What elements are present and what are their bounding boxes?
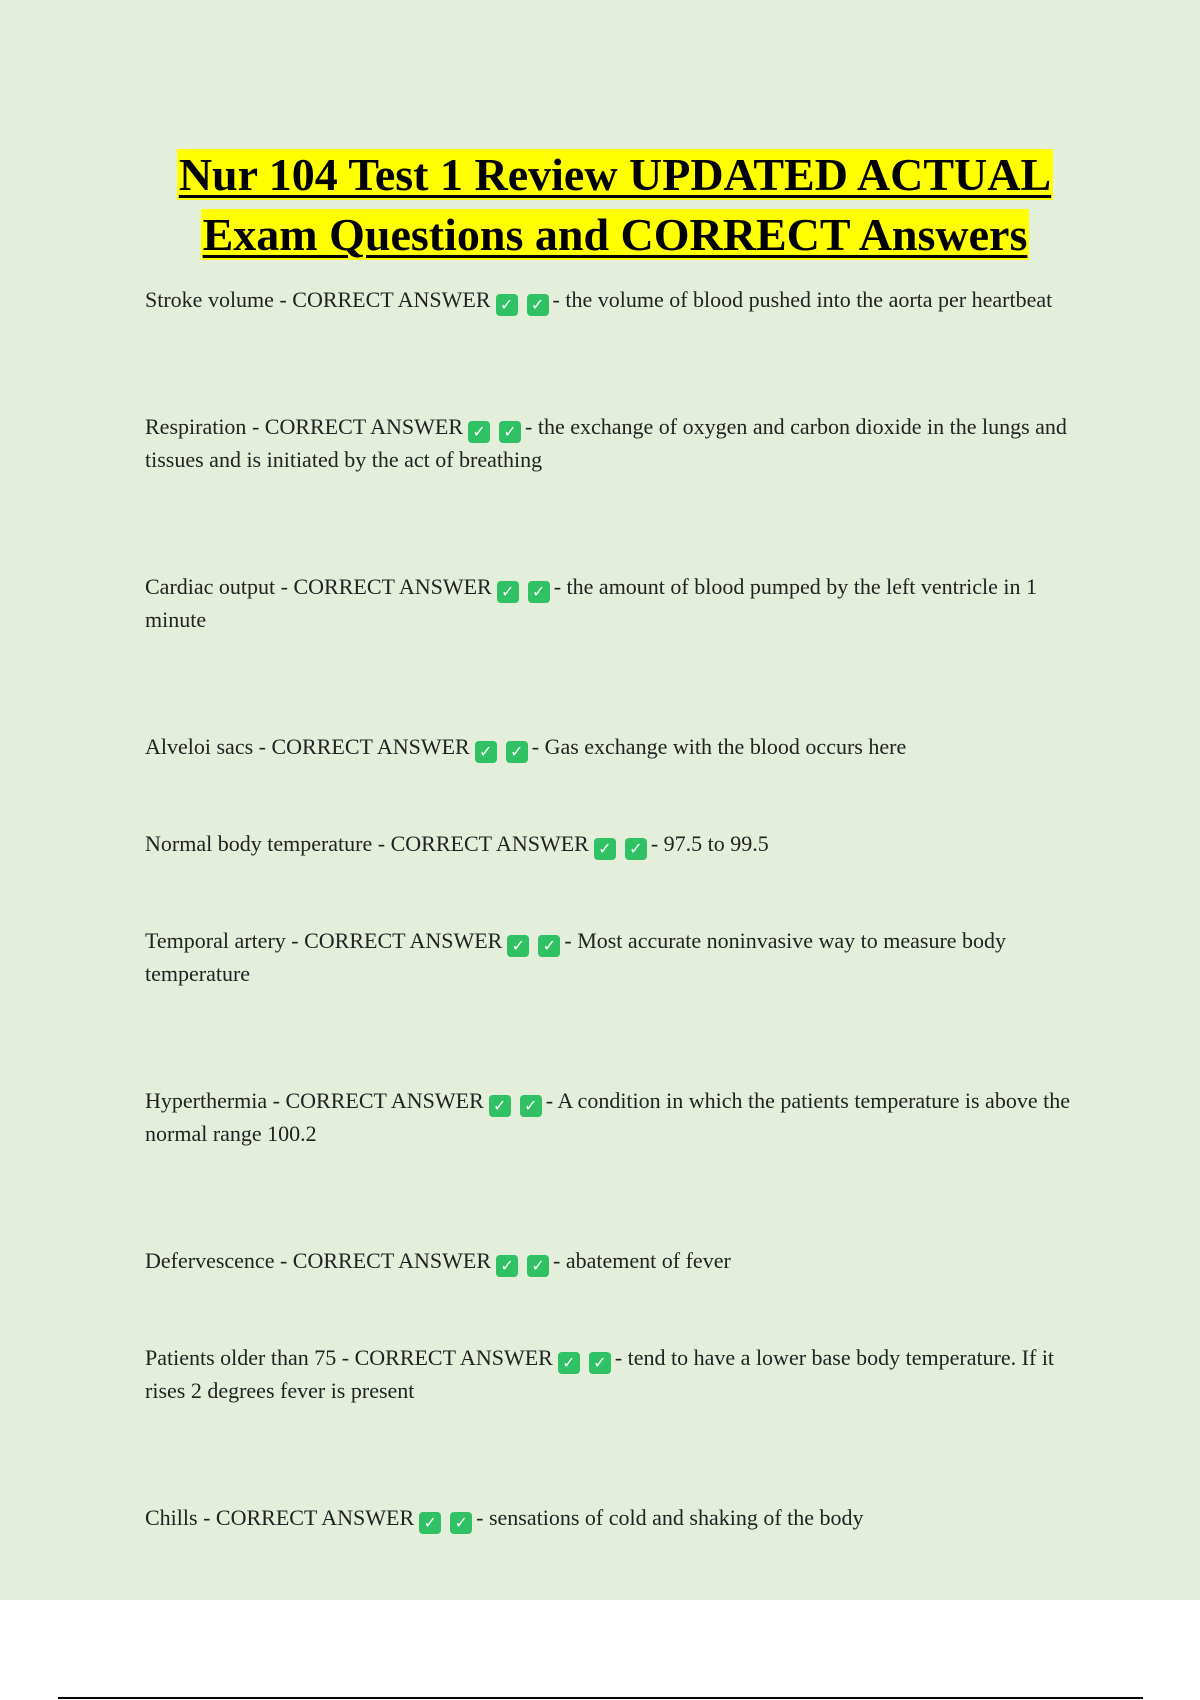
footer-divider xyxy=(58,1697,1143,1699)
check-mark-icon: ✓ xyxy=(625,838,647,860)
check-mark-icon: ✓ xyxy=(499,421,521,443)
check-mark-icon: ✓ xyxy=(527,294,549,316)
qa-item: Normal body temperature - CORRECT ANSWER ✓ ✓ - 97.5 to 99.5 xyxy=(145,831,769,858)
qa-answer: the amount of blood pumped by the left ventricle in 1 minute xyxy=(145,574,1037,632)
qa-item: Temporal artery - CORRECT ANSWER ✓ ✓ - Most accurate noninvasive way to measure body temperature xyxy=(145,928,1007,986)
correct-answer-label: CORRECT ANSWER xyxy=(292,1248,492,1273)
check-mark-icon: ✓ xyxy=(489,1095,511,1117)
check-mark-icon: ✓ xyxy=(558,1352,580,1374)
qa-item: Hyperthermia - CORRECT ANSWER ✓ ✓ - A condition in which the patients temperature is above the normal range 100.2 xyxy=(145,1088,1070,1146)
qa-item: Cardiac output - CORRECT ANSWER ✓ ✓ - the amount of blood pumped by the left ventricle in 1 minute xyxy=(145,574,1037,632)
correct-answer-label: CORRECT ANSWER xyxy=(304,928,503,953)
check-mark-icon: ✓ xyxy=(468,421,490,443)
qa-term: Hyperthermia xyxy=(145,1088,268,1113)
qa-answer: Most accurate noninvasive way to measure body temperature xyxy=(145,928,1007,986)
check-mark-icon: ✓ xyxy=(496,1255,518,1277)
qa-term: Chills xyxy=(145,1505,198,1530)
check-mark-icon: ✓ xyxy=(507,935,529,957)
qa-item: Chills - CORRECT ANSWER ✓ ✓ - sensations of cold and shaking of the body xyxy=(145,1505,864,1532)
check-mark-icon: ✓ xyxy=(538,935,560,957)
check-mark-icon: ✓ xyxy=(528,581,550,603)
qa-term: Normal body temperature xyxy=(145,831,373,856)
qa-term: Cardiac output xyxy=(145,574,276,599)
correct-answer-label: CORRECT ANSWER xyxy=(292,287,491,312)
qa-answer: Gas exchange with the blood occurs here xyxy=(544,734,907,759)
check-mark-icon: ✓ xyxy=(506,741,528,763)
qa-term: Respiration xyxy=(145,414,247,439)
qa-term: Temporal artery xyxy=(145,928,286,953)
qa-term: Alveloi sacs xyxy=(145,734,254,759)
check-mark-icon: ✓ xyxy=(475,741,497,763)
qa-item: Patients older than 75 - CORRECT ANSWER ✓ ✓ - tend to have a lower base body temperature. If it rises 2 degrees fever is present xyxy=(145,1345,1055,1403)
check-mark-icon: ✓ xyxy=(594,838,616,860)
check-mark-icon: ✓ xyxy=(419,1512,441,1534)
qa-answer: the exchange of oxygen and carbon dioxide in the lungs and tissues and is initiated by the act of breathing xyxy=(145,414,1067,472)
document-title xyxy=(140,145,1090,265)
check-mark-icon: ✓ xyxy=(497,581,519,603)
qa-answer: 97.5 to 99.5 xyxy=(663,831,769,856)
check-mark-icon: ✓ xyxy=(527,1255,549,1277)
qa-answer: the volume of blood pushed into the aorta per heartbeat xyxy=(565,287,1053,312)
correct-answer-label: CORRECT ANSWER xyxy=(264,414,464,439)
qa-item: Alveloi sacs - CORRECT ANSWER ✓ ✓ - Gas exchange with the blood occurs here xyxy=(145,734,907,761)
qa-term: Defervescence xyxy=(145,1248,275,1273)
qa-answer: A condition in which the patients temperature is above the normal range 100.2 xyxy=(145,1088,1070,1146)
check-mark-icon: ✓ xyxy=(589,1352,611,1374)
correct-answer-label: CORRECT ANSWER xyxy=(354,1345,553,1370)
check-mark-icon: ✓ xyxy=(520,1095,542,1117)
qa-item: Stroke volume - CORRECT ANSWER ✓ ✓ - the volume of blood pushed into the aorta per heartbeat xyxy=(145,287,1053,314)
qa-answer: sensations of cold and shaking of the body xyxy=(488,1505,864,1530)
qa-list xyxy=(145,283,1095,1598)
qa-item: Defervescence - CORRECT ANSWER ✓ ✓ - abatement of fever xyxy=(145,1248,731,1275)
title-line-1: Nur 104 Test 1 Review UPDATED ACTUAL xyxy=(178,149,1052,200)
qa-term: Patients older than 75 xyxy=(145,1345,337,1370)
correct-answer-label: CORRECT ANSWER xyxy=(390,831,589,856)
correct-answer-label: CORRECT ANSWER xyxy=(285,1088,484,1113)
title-line-2: Exam Questions and CORRECT Answers xyxy=(202,209,1028,260)
check-mark-icon: ✓ xyxy=(496,294,518,316)
correct-answer-label: CORRECT ANSWER xyxy=(271,734,470,759)
correct-answer-label: CORRECT ANSWER xyxy=(215,1505,415,1530)
qa-answer: tend to have a lower base body temperature. If it rises 2 degrees fever is present xyxy=(145,1345,1055,1403)
check-mark-icon: ✓ xyxy=(450,1512,472,1534)
qa-term: Stroke volume xyxy=(145,287,274,312)
qa-answer: abatement of fever xyxy=(565,1248,731,1273)
correct-answer-label: CORRECT ANSWER xyxy=(293,574,492,599)
qa-item: Respiration - CORRECT ANSWER ✓ ✓ - the exchange of oxygen and carbon dioxide in the lungs and tissues and is initiated by the act of breathing xyxy=(145,414,1067,472)
